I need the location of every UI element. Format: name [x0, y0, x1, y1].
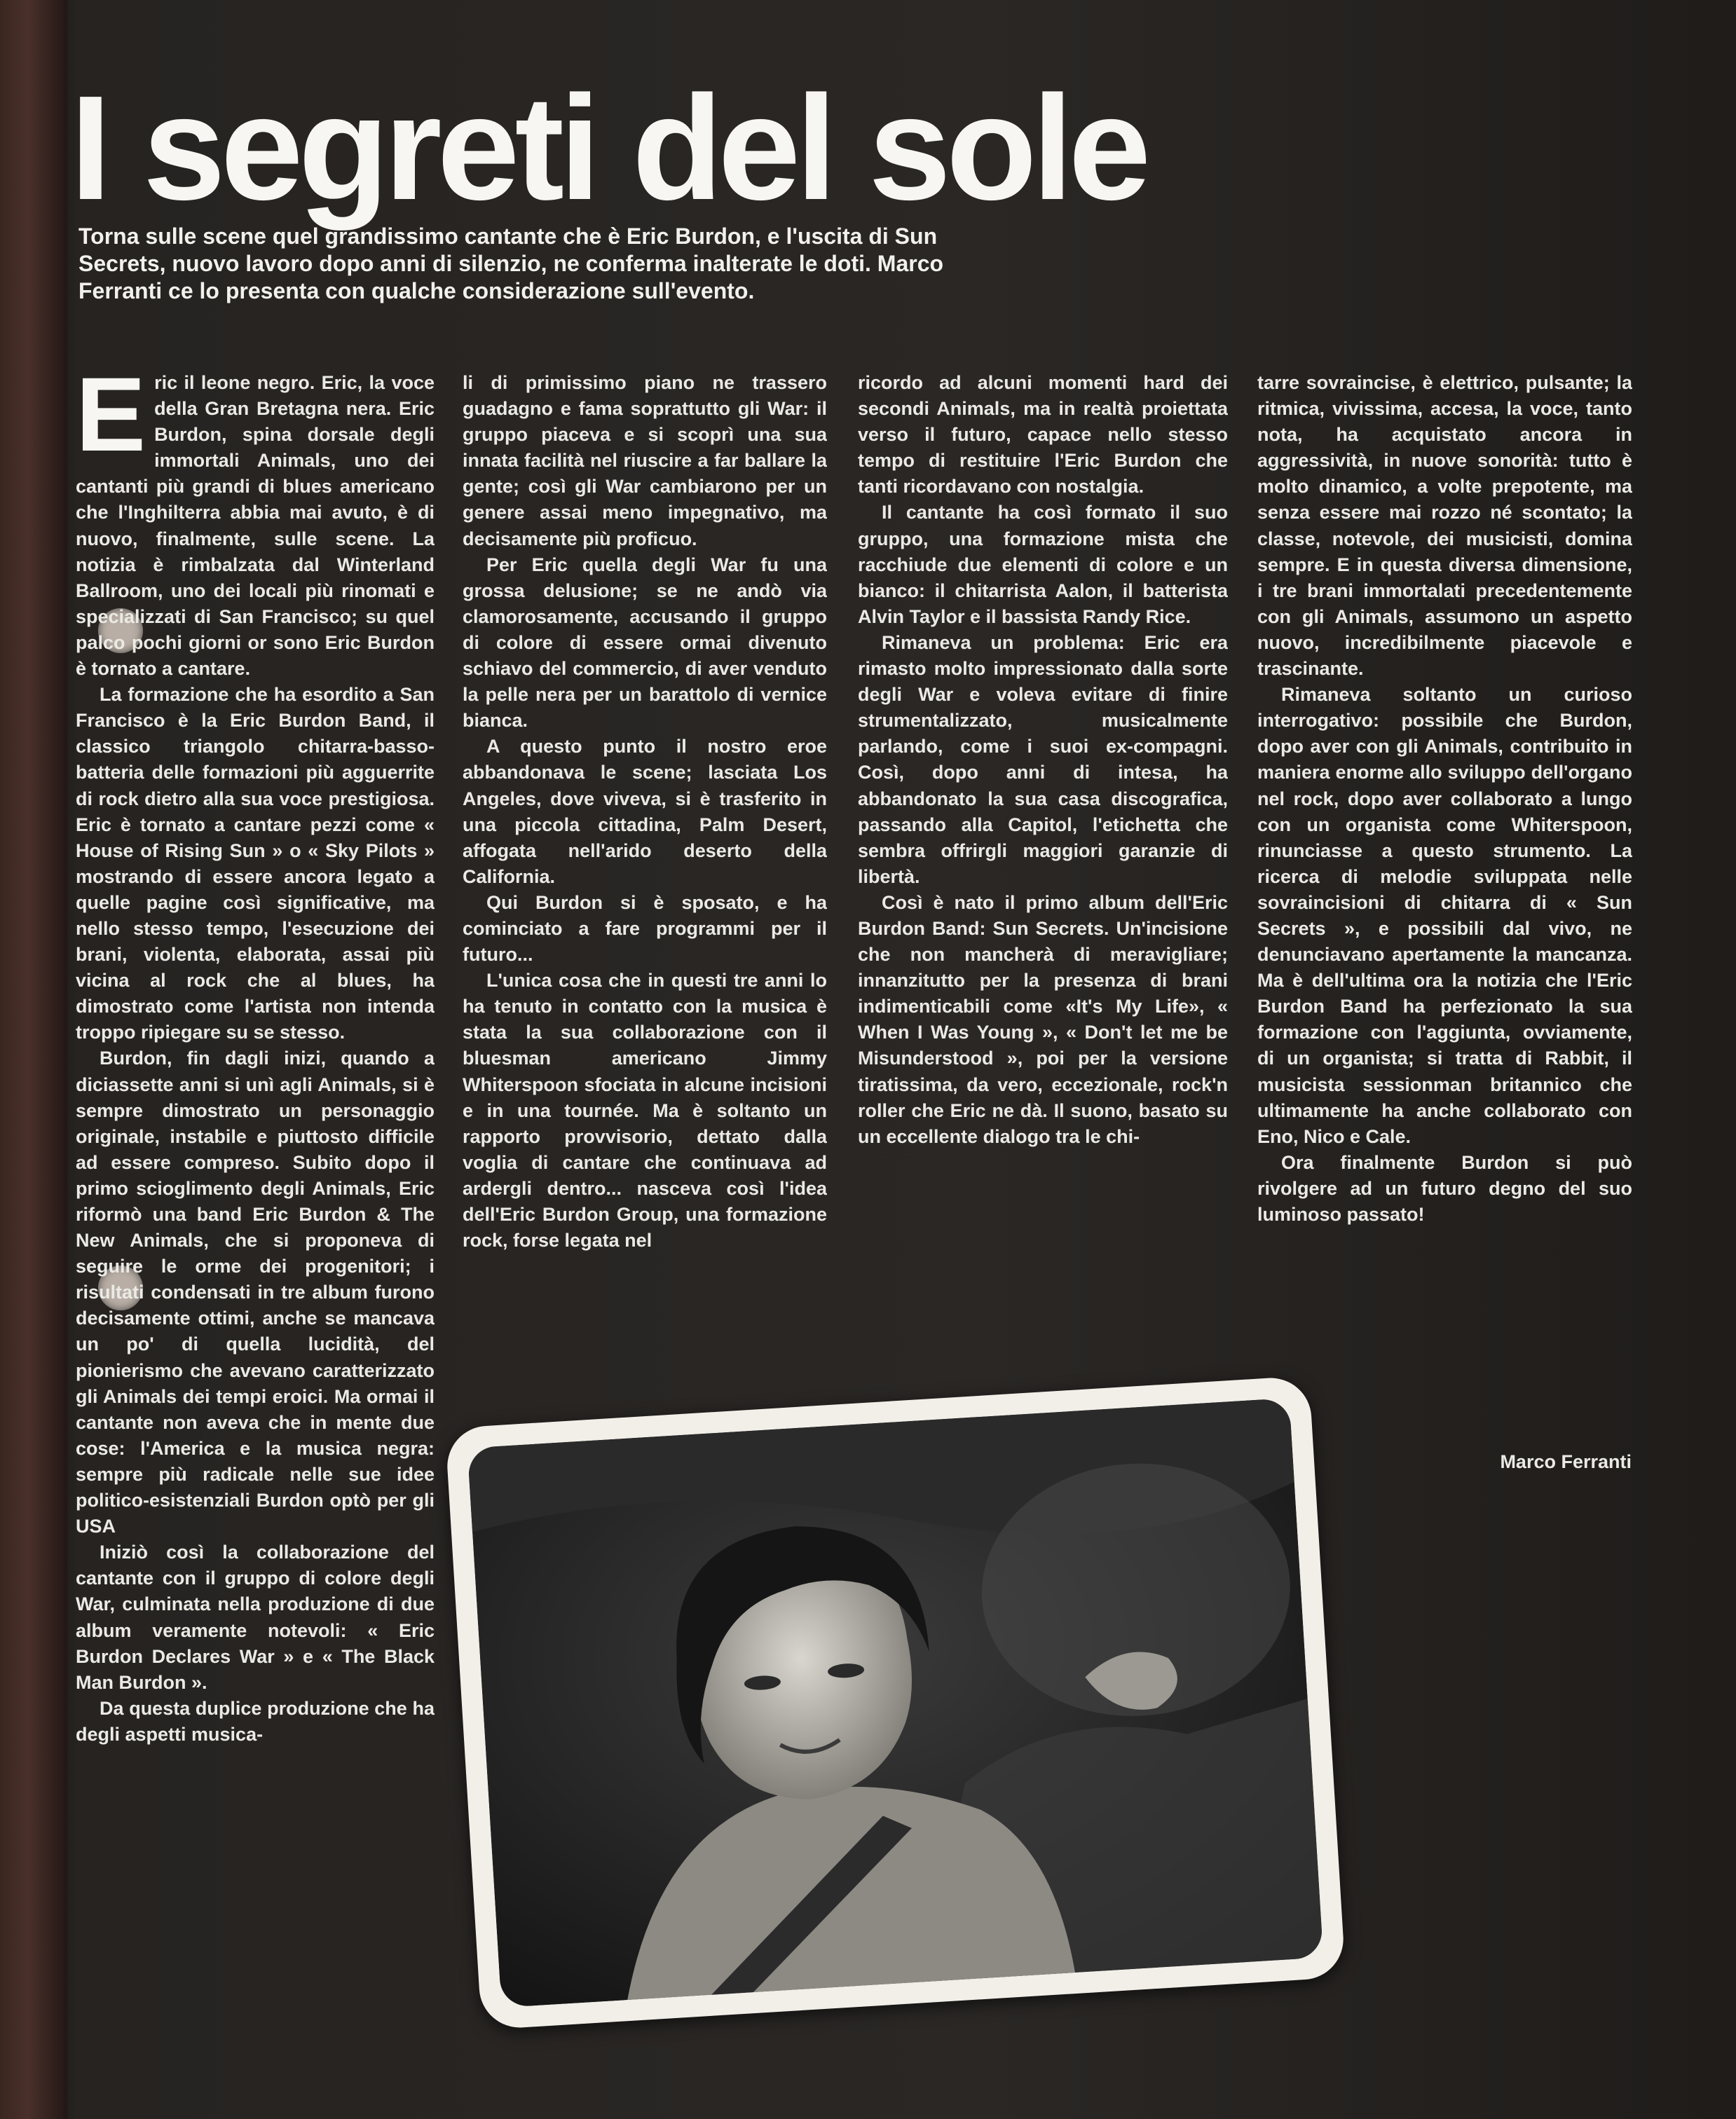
paragraph: Rimaneva un problema: Eric era rimasto molto impressionato dalla sorte degli War e voleva evitare di finire strumentalizzato, musicalmente parlando, come i suoi ex-compagni. Così, dopo anni di intesa, ha abbandonato la sua casa discografica, passando alla Capitol, l'etichetta che sembra offrirgli maggiori garanzie di libertà.: [858, 631, 1228, 887]
article-title: I segreti del sole: [70, 64, 1147, 231]
paragraph: Il cantante ha così formato il suo gruppo, una formazione mista che racchiude due elementi di colore e un bianco: il chitarrista Aalon, il batterista Alvin Taylor e il bassista Randy Rice.: [858, 502, 1228, 627]
page-binding: [0, 0, 67, 2119]
eric-burdon-photo: [467, 1398, 1324, 2008]
paragraph: li di primissimo piano ne trassero guadagno e fama soprattutto gli War: il gruppo piaceva e si scoprì una sua innata facilità nel riuscire a far ballare la gente; così gli War cambiarono per un genere assai meno impegnativo, ma decisamente più proficuo.: [463, 372, 827, 549]
article-column-1: [76, 370, 435, 2087]
paragraph: Ora finalmente Burdon si può rivolgere ad un futuro degno del suo luminoso passato!: [1257, 1151, 1632, 1225]
paragraph: ricordo ad alcuni momenti hard dei secondi Animals, ma in realtà proiettata verso il futuro, capace nello stesso tempo di restituire l'Eric Burdon che tanti ricordavano con nostalgia.: [858, 372, 1228, 498]
paragraph: Per Eric quella degli War fu una grossa delusione; se ne andò via clamorosamente, accusando il gruppo di colore di essere ormai divenuto schiavo del commercio, di aver venduto la pelle nera per un barattolo di vernice bianca.: [463, 554, 827, 732]
paragraph: Da questa duplice produzione che ha degli aspetti musica-: [76, 1697, 435, 1745]
paragraph: Così è nato il primo album dell'Eric Burdon Band: Sun Secrets. Un'incisione che non mancherà di meravigliare; innanzitutto per la presenza di brani indimenticabili come «It's My Life», « When I Was Young », « Don't let me be Misunderstood », poi per la versione tiratissima, da vero, eccezionale, rock'n roller che Eric ne dà. Il suono, basato su un eccellente dialogo tra le chi-: [858, 891, 1228, 1147]
drop-cap: E: [76, 370, 146, 473]
author-signature: Marco Ferranti: [1500, 1451, 1632, 1472]
paragraph: Eric il leone negro. Eric, la voce della Gran Bretagna nera. Eric Burdon, spina dorsale degli immortali Animals, uno dei cantanti più grandi di blues americano che l'Inghilterra abbia mai avuto, è di nuovo, finalmente, sulle scene. La notizia è rimbalzata dal Winterland Ballroom, uno dei locali più rinomati e specializzati di San Francisco; su quel palco pochi giorni or sono Eric Burdon è tornato a cantare.: [76, 370, 435, 680]
photo-frame: [445, 1376, 1346, 2030]
paragraph: L'unica cosa che in questi tre anni lo ha tenuto in contatto con la musica è stata la sua collaborazione con il bluesman americano Jimmy Whiterspoon sfociata in alcune incisioni e in una tournée. Ma è soltanto un rapporto provvisorio, dettato dalla voglia di cantare che continuava ad ardergli dentro... nasceva così l'idea dell'Eric Burdon Group, una formazione rock, forse legata nel: [463, 970, 827, 1251]
paragraph: La formazione che ha esordito a San Francisco è la Eric Burdon Band, il classico triangolo chitarra-basso-batteria delle formazioni più agguerrite di rock dietro alla sua voce prestigiosa. Eric è tornato a cantare pezzi come « House of Rising Sun » o « Sky Pilots » mostrando di essere ancora legato a quelle pagine così significative, ma nello stesso tempo, l'esecuzione dei brani, violenta, elaborata, assai più vicina al rock che al blues, ha dimostrato come l'artista non intenda troppo ripiegare su se stesso.: [76, 684, 435, 1043]
paragraph: Burdon, fin dagli inizi, quando a diciassette anni si unì agli Animals, si è sempre dimostrato un personaggio originale, instabile e piuttosto difficile ad essere compreso. Subito dopo il primo scioglimento degli Animals, Eric riformò una band Eric Burdon & The New Animals, che si proponeva di seguire le orme dei progenitori; i risultati condensati in tre album furono decisamente ottimi, anche se mancava un po' di quella lucidità, del pionierismo che avevano caratterizzato gli Animals dei tempi eroici. Ma ormai il cantante non aveva che in mente due cose: l'America e la musica negra: sempre più radicale nelle sue idee politico-esistenziali Burdon optò per gli USA: [76, 1048, 435, 1537]
paragraph: Qui Burdon si è sposato, e ha cominciato a fare programmi per il futuro...: [463, 891, 827, 966]
paragraph: Rimaneva soltanto un curioso interrogativo: possibile che Burdon, dopo aver con gli Animals, contribuito in maniera enorme allo sviluppo dell'organo nel rock, dopo aver collaborato a lungo con un organista come Whiterspoon, rinunciasse a questo strumento. La ricerca di melodie sviluppata nelle sovraincisioni di chitarra di « Sun Secrets », e possibili dal vivo, ne denunciavano apertamente la mancanza. Ma è dell'ultima ora la notizia che l'Eric Burdon Band ha perfezionato la sua formazione con l'aggiunta, ovviamente, di un organista; si tratta di Rabbit, il musicista sessionman britannico che ultimamente ha anche collaborato con Eno, Nico e Cale.: [1257, 684, 1632, 1147]
paragraph: tarre sovraincise, è elettrico, pulsante; la ritmica, vivissima, accesa, la voce, tanto nota, ha acquistato ancora in aggressività, in nuove sonorità: tutto è molto dinamico, a volte prepotente, ma senza essere mai rozzo né scontato; la classe, notevole, dei musicisti, domina sempre. E in questa diversa dimensione, i tre brani immortalati precedentemente con gli Animals, assumono un aspetto nuovo, incredibilmente piacevole e trascinante.: [1257, 372, 1632, 680]
paragraph: A questo punto il nostro eroe abbandonava le scene; lasciata Los Angeles, dove viveva, si è trasferito in una piccola cittadina, Palm Desert, affogata nell'arido deserto della California.: [463, 736, 827, 887]
article-column-3: [858, 370, 1228, 1414]
paragraph: Iniziò così la collaborazione del cantante con il gruppo di colore degli War, culminata nella produzione di due album veramente notevoli: « Eric Burdon Declares War » e « The Black Man Burdon ».: [76, 1542, 435, 1693]
article-column-2: [463, 370, 827, 1414]
article-intro: Torna sulle scene quel grandissimo cantante che è Eric Burdon, e l'uscita di Sun Secrets, nuovo lavoro dopo anni di silenzio, ne conferma inalterate le doti. Marco Ferranti ce lo presenta con qualche considerazione sull'evento.: [78, 224, 944, 303]
